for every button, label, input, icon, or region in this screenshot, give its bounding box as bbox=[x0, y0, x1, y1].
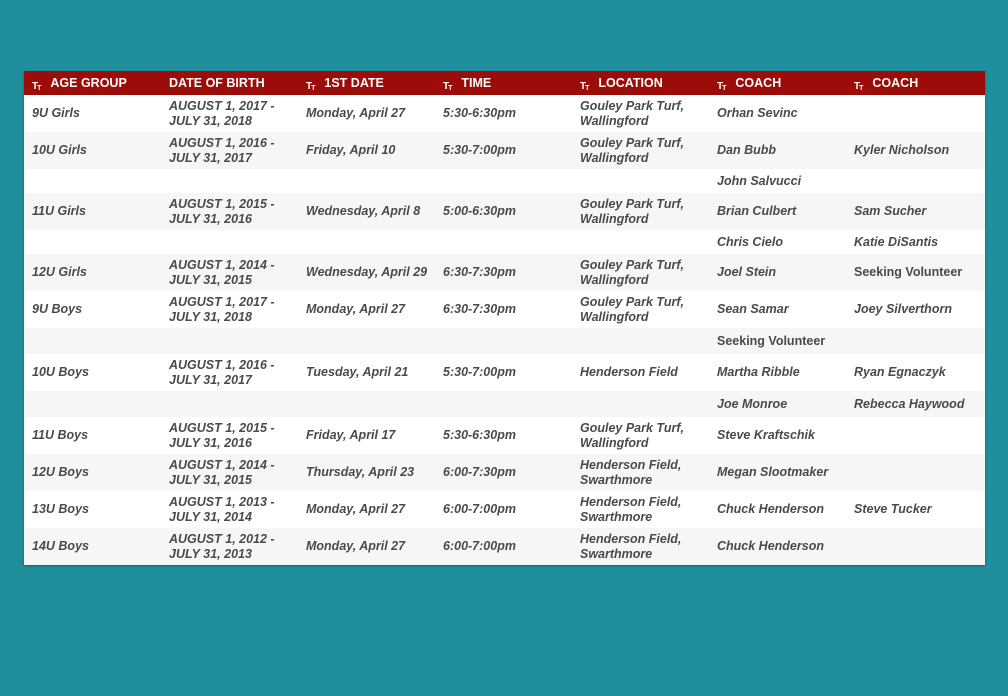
cell-date-of-birth[interactable] bbox=[161, 291, 298, 328]
cell-age-group[interactable]: 12U Girls bbox=[32, 265, 87, 279]
cell-first-date[interactable]: Friday, April 17 bbox=[306, 428, 396, 442]
cell-coach[interactable]: Dan Bubb bbox=[717, 143, 777, 157]
location-line-2: Swarthmore bbox=[580, 472, 653, 487]
location-line-1: Gouley Park Turf, bbox=[580, 135, 684, 150]
table-row bbox=[24, 254, 985, 291]
cell-time[interactable]: 5:00-6:30pm bbox=[443, 204, 516, 218]
cell-time[interactable]: 6:00-7:00pm bbox=[443, 539, 516, 553]
column-header-label: DATE OF BIRTH bbox=[169, 76, 265, 90]
cell-date-of-birth[interactable] bbox=[161, 132, 298, 169]
location-line-1: Gouley Park Turf, bbox=[580, 257, 684, 272]
cell-coach[interactable]: Seeking Volunteer bbox=[717, 333, 826, 348]
cell-date-of-birth[interactable] bbox=[161, 491, 298, 528]
table-row bbox=[24, 95, 985, 132]
cell-first-date[interactable]: Wednesday, April 8 bbox=[306, 204, 421, 218]
dob-start: AUGUST 1, 2015 - bbox=[169, 420, 275, 435]
cell-age-group[interactable] bbox=[24, 169, 161, 193]
dob-start: AUGUST 1, 2014 - bbox=[169, 257, 275, 272]
cell-coach[interactable]: Chris Cielo bbox=[717, 234, 783, 249]
cell-coach[interactable]: Chuck Henderson bbox=[717, 539, 824, 553]
dob-end: JULY 31, 2016 bbox=[169, 435, 252, 450]
cell-coach-2[interactable]: Joey Silverthorn bbox=[854, 302, 952, 316]
location-line-2: Wallingford bbox=[580, 113, 649, 128]
cell-first-date[interactable] bbox=[298, 230, 435, 254]
cell-first-date[interactable]: Monday, April 27 bbox=[306, 502, 406, 516]
cell-time[interactable]: 6:00-7:30pm bbox=[443, 465, 516, 479]
location-line-1: Henderson Field, bbox=[580, 494, 682, 509]
cell-date-of-birth[interactable] bbox=[161, 254, 298, 291]
location-line-2: Wallingford bbox=[580, 272, 649, 287]
location-line-1: Henderson Field bbox=[580, 365, 678, 379]
location-line-1: Gouley Park Turf, bbox=[580, 98, 684, 113]
cell-age-group[interactable] bbox=[24, 230, 161, 254]
cell-coach-2[interactable]: Steve Tucker bbox=[854, 502, 932, 516]
column-header-label: TIME bbox=[461, 76, 492, 90]
cell-time[interactable]: 5:30-6:30pm bbox=[443, 106, 516, 120]
cell-time[interactable]: 5:30-7:00pm bbox=[443, 365, 516, 379]
cell-date-of-birth[interactable] bbox=[161, 417, 298, 454]
table-row bbox=[24, 391, 985, 417]
dob-end: JULY 31, 2013 bbox=[169, 546, 252, 561]
table-body bbox=[24, 95, 985, 565]
column-header-label: COACH bbox=[872, 76, 919, 90]
location-line-2: Wallingford bbox=[580, 435, 649, 450]
cell-location[interactable] bbox=[572, 132, 709, 169]
table-row bbox=[24, 417, 985, 454]
cell-coach[interactable]: John Salvucci bbox=[717, 173, 802, 188]
dob-start: AUGUST 1, 2014 - bbox=[169, 457, 275, 472]
cell-time[interactable]: 6:30-7:30pm bbox=[443, 265, 516, 279]
cell-location[interactable] bbox=[572, 354, 709, 391]
text-type-icon: $T_T$ bbox=[443, 81, 452, 92]
cell-time[interactable]: 6:30-7:30pm bbox=[443, 302, 516, 316]
table-row bbox=[24, 132, 985, 169]
cell-coach-2[interactable] bbox=[846, 169, 985, 193]
table-row bbox=[24, 230, 985, 254]
dob-end: JULY 31, 2016 bbox=[169, 211, 252, 226]
cell-coach[interactable]: Joe Monroe bbox=[717, 396, 788, 411]
cell-coach-2[interactable]: Sam Sucher bbox=[854, 204, 927, 218]
dob-end: JULY 31, 2015 bbox=[169, 472, 252, 487]
dob-start: AUGUST 1, 2012 - bbox=[169, 531, 275, 546]
cell-coach[interactable]: Chuck Henderson bbox=[717, 502, 824, 516]
cell-first-date[interactable]: Monday, April 27 bbox=[306, 539, 406, 553]
text-type-icon: $T_T$ bbox=[717, 81, 726, 92]
dob-end: JULY 31, 2018 bbox=[169, 309, 252, 324]
table-row bbox=[24, 169, 985, 193]
cell-age-group[interactable]: 10U Girls bbox=[32, 143, 87, 157]
dob-start: AUGUST 1, 2016 - bbox=[169, 135, 275, 150]
dob-start: AUGUST 1, 2016 - bbox=[169, 357, 275, 372]
cell-age-group[interactable]: 12U Boys bbox=[32, 465, 89, 479]
location-line-1: Gouley Park Turf, bbox=[580, 294, 684, 309]
cell-first-date[interactable]: Wednesday, April 29 bbox=[306, 265, 428, 279]
cell-location[interactable] bbox=[572, 528, 709, 565]
cell-date-of-birth[interactable] bbox=[161, 391, 298, 417]
dob-end: JULY 31, 2017 bbox=[169, 372, 252, 387]
cell-age-group[interactable]: 13U Boys bbox=[32, 502, 89, 516]
table-row bbox=[24, 454, 985, 491]
cell-date-of-birth[interactable] bbox=[161, 230, 298, 254]
cell-date-of-birth[interactable] bbox=[161, 528, 298, 565]
cell-location[interactable] bbox=[572, 417, 709, 454]
cell-time[interactable]: 5:30-7:00pm bbox=[443, 143, 516, 157]
cell-age-group[interactable]: 9U Boys bbox=[32, 302, 83, 316]
schedule-table bbox=[24, 71, 985, 565]
column-header-date-of-birth[interactable] bbox=[161, 71, 298, 95]
cell-coach-2[interactable] bbox=[846, 454, 985, 491]
cell-coach[interactable]: Brian Culbert bbox=[717, 204, 797, 218]
cell-location[interactable] bbox=[572, 193, 709, 230]
location-line-1: Gouley Park Turf, bbox=[580, 420, 684, 435]
column-header-label: LOCATION bbox=[598, 76, 663, 90]
dob-end: JULY 31, 2014 bbox=[169, 509, 252, 524]
cell-date-of-birth[interactable] bbox=[161, 95, 298, 132]
cell-first-date[interactable]: Friday, April 10 bbox=[306, 143, 396, 157]
cell-location[interactable] bbox=[572, 328, 709, 354]
schedule-sheet bbox=[24, 71, 985, 565]
cell-time[interactable]: 6:00-7:00pm bbox=[443, 502, 516, 516]
cell-location[interactable] bbox=[572, 454, 709, 491]
cell-age-group[interactable] bbox=[24, 328, 161, 354]
column-header-age-group[interactable] bbox=[24, 71, 161, 95]
location-line-1: Henderson Field, bbox=[580, 457, 682, 472]
cell-age-group[interactable]: 11U Girls bbox=[32, 204, 86, 218]
cell-coach-2[interactable] bbox=[846, 328, 985, 354]
cell-first-date[interactable] bbox=[298, 169, 435, 193]
cell-time[interactable]: 5:30-6:30pm bbox=[443, 428, 516, 442]
cell-time[interactable] bbox=[435, 328, 572, 354]
cell-first-date[interactable]: Monday, April 27 bbox=[306, 302, 406, 316]
cell-date-of-birth[interactable] bbox=[161, 328, 298, 354]
cell-date-of-birth[interactable] bbox=[161, 454, 298, 491]
column-header-label: COACH bbox=[735, 76, 782, 90]
location-line-2: Swarthmore bbox=[580, 546, 653, 561]
location-line-2: Wallingford bbox=[580, 309, 649, 324]
column-header-location[interactable] bbox=[572, 71, 709, 95]
cell-coach-2[interactable]: Rebecca Haywood bbox=[854, 396, 965, 411]
table-row bbox=[24, 328, 985, 354]
text-type-icon: $T_T$ bbox=[32, 81, 41, 92]
cell-location[interactable] bbox=[572, 291, 709, 328]
dob-start: AUGUST 1, 2017 - bbox=[169, 98, 275, 113]
cell-time[interactable] bbox=[435, 230, 572, 254]
column-header-label: 1ST DATE bbox=[324, 76, 384, 90]
cell-coach-2[interactable] bbox=[846, 417, 985, 454]
column-header-first-date[interactable] bbox=[298, 71, 435, 95]
cell-coach-2[interactable] bbox=[846, 528, 985, 565]
cell-first-date[interactable]: Tuesday, April 21 bbox=[306, 365, 409, 379]
column-header-coach[interactable] bbox=[709, 71, 846, 95]
location-line-1: Henderson Field, bbox=[580, 531, 682, 546]
cell-age-group[interactable]: 14U Boys bbox=[32, 539, 89, 553]
cell-first-date[interactable] bbox=[298, 391, 435, 417]
cell-coach[interactable]: Joel Stein bbox=[717, 265, 777, 279]
cell-coach[interactable]: Sean Samar bbox=[717, 302, 789, 316]
cell-date-of-birth[interactable] bbox=[161, 354, 298, 391]
dob-start: AUGUST 1, 2017 - bbox=[169, 294, 275, 309]
cell-coach-2[interactable] bbox=[846, 95, 985, 132]
table-row bbox=[24, 528, 985, 565]
dob-end: JULY 31, 2015 bbox=[169, 272, 252, 287]
cell-location[interactable] bbox=[572, 254, 709, 291]
table-header bbox=[24, 71, 985, 95]
cell-time[interactable] bbox=[435, 169, 572, 193]
table-row bbox=[24, 193, 985, 230]
dob-start: AUGUST 1, 2013 - bbox=[169, 494, 275, 509]
cell-coach[interactable]: Steve Kraftschik bbox=[717, 428, 815, 442]
location-line-2: Wallingford bbox=[580, 211, 649, 226]
cell-age-group[interactable]: 10U Boys bbox=[32, 365, 89, 379]
text-type-icon: $T_T$ bbox=[306, 81, 315, 92]
location-line-2: Wallingford bbox=[580, 150, 649, 165]
cell-location[interactable] bbox=[572, 491, 709, 528]
cell-date-of-birth[interactable] bbox=[161, 169, 298, 193]
cell-date-of-birth[interactable] bbox=[161, 193, 298, 230]
location-line-2: Swarthmore bbox=[580, 509, 653, 524]
text-type-icon: $T_T$ bbox=[580, 81, 589, 92]
table-row bbox=[24, 354, 985, 391]
cell-coach-2[interactable]: Katie DiSantis bbox=[854, 234, 939, 249]
cell-location[interactable] bbox=[572, 169, 709, 193]
text-type-icon: $T_T$ bbox=[854, 81, 863, 92]
cell-time[interactable] bbox=[435, 391, 572, 417]
cell-first-date[interactable]: Monday, April 27 bbox=[306, 106, 406, 120]
dob-start: AUGUST 1, 2015 - bbox=[169, 196, 275, 211]
cell-location[interactable] bbox=[572, 230, 709, 254]
column-header-time[interactable] bbox=[435, 71, 572, 95]
cell-coach-2[interactable]: Seeking Volunteer bbox=[854, 265, 963, 279]
column-header-coach-2[interactable] bbox=[846, 71, 985, 95]
cell-coach[interactable]: Martha Ribble bbox=[717, 365, 800, 379]
cell-coach[interactable]: Megan Slootmaker bbox=[717, 465, 829, 479]
dob-end: JULY 31, 2017 bbox=[169, 150, 252, 165]
cell-location[interactable] bbox=[572, 391, 709, 417]
cell-age-group[interactable] bbox=[24, 391, 161, 417]
header-row bbox=[24, 71, 985, 95]
cell-location[interactable] bbox=[572, 95, 709, 132]
cell-coach-2[interactable]: Kyler Nicholson bbox=[854, 143, 950, 157]
cell-age-group[interactable]: 11U Boys bbox=[32, 428, 89, 442]
cell-coach[interactable]: Orhan Sevinc bbox=[717, 106, 798, 120]
cell-first-date[interactable] bbox=[298, 328, 435, 354]
dob-end: JULY 31, 2018 bbox=[169, 113, 252, 128]
column-header-label: AGE GROUP bbox=[50, 76, 127, 90]
cell-age-group[interactable]: 9U Girls bbox=[32, 106, 80, 120]
table-row bbox=[24, 491, 985, 528]
cell-coach-2[interactable]: Ryan Egnaczyk bbox=[854, 365, 946, 379]
location-line-1: Gouley Park Turf, bbox=[580, 196, 684, 211]
cell-first-date[interactable]: Thursday, April 23 bbox=[306, 465, 415, 479]
table-row bbox=[24, 291, 985, 328]
